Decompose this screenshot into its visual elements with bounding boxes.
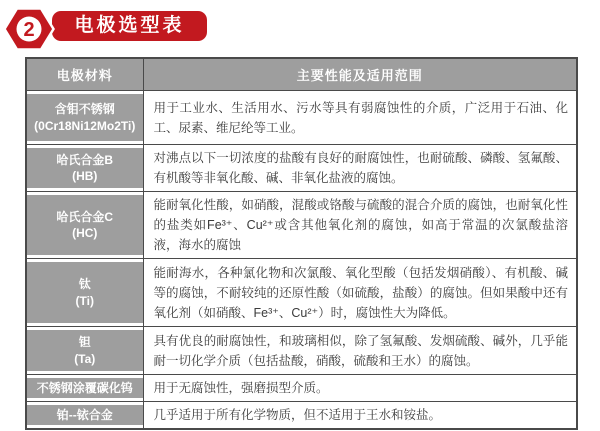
table-row xyxy=(26,91,577,145)
description-cell: 能耐氧化性酸，如硝酸，混酸或铬酸与硫酸的混合介质的腐蚀，也耐氧化性的盐类如Fe³⁺、Cu²⁺或含其他氧化剂的腐蚀，如高于常温的次氯酸盐溶液，海水的腐蚀 xyxy=(143,192,577,259)
material-name: 哈氏合金C xyxy=(56,209,114,224)
description-cell: 具有优良的耐腐蚀性，和玻璃相似，除了氢氟酸、发烟硫酸、碱外，几乎能耐一切化学介质（包括盐酸，硝酸，硫酸和王水）的腐蚀。 xyxy=(143,327,577,375)
table-row xyxy=(26,259,577,327)
material-cell xyxy=(26,259,143,327)
column-header-material: 电极材料 xyxy=(26,58,143,91)
description-cell: 对沸点以下一切浓度的盐酸有良好的耐腐蚀性，也耐硫酸、磷酸、氢氟酸、有机酸等非氧化酸、碱、非氧化盐液的腐蚀。 xyxy=(143,145,577,192)
column-header-performance: 主要性能及适用范围 xyxy=(143,58,577,91)
electrode-table-container xyxy=(25,57,578,430)
description-cell: 几乎适用于所有化学物质，但不适用于王水和铵盐。 xyxy=(143,402,577,430)
material-cell xyxy=(26,145,143,192)
material-formula: (HB) xyxy=(72,169,98,183)
material-cell xyxy=(26,402,143,430)
material-cell xyxy=(26,192,143,259)
material-name: 铂--铱合金 xyxy=(56,407,113,422)
description-cell: 用于工业水、生活用水、污水等具有弱腐蚀性的介质，广泛用于石油、化工、尿素、维尼纶等工业。 xyxy=(143,91,577,145)
material-cell xyxy=(26,91,143,145)
material-name: 钽 xyxy=(78,335,91,350)
description-cell: 用于无腐蚀性，强磨损型介质。 xyxy=(143,375,577,402)
material-formula: (HC) xyxy=(72,226,98,240)
material-name: 钛 xyxy=(78,277,91,292)
material-formula: (0Cr18Ni12Mo2Ti) xyxy=(34,118,136,133)
section-number-badge xyxy=(3,6,55,52)
header-row xyxy=(26,58,577,91)
table-row xyxy=(26,192,577,259)
material-name: 不锈钢涂覆碳化钨 xyxy=(36,380,133,395)
material-formula: (Ta) xyxy=(74,351,96,366)
material-name: 哈氏合金B xyxy=(56,152,114,167)
badge-number: 2 xyxy=(23,19,35,41)
material-formula: (Ti) xyxy=(75,293,94,308)
material-cell xyxy=(26,327,143,375)
description-cell: 能耐海水，各种氯化物和次氯酸、氧化型酸（包括发烟硝酸）、有机酸、碱等的腐蚀，不耐较纯的还原性酸（如硫酸，盐酸）的腐蚀。但如果酸中还有氧化剂（如硝酸、Fe³⁺、Cu²⁺）时，腐蚀性大为降低。 xyxy=(143,259,577,327)
table-row xyxy=(26,375,577,402)
table-row xyxy=(26,145,577,192)
page-title: 电极选型表 xyxy=(52,11,207,41)
table-row xyxy=(26,402,577,430)
material-name: 含钼不锈钢 xyxy=(54,102,115,117)
table-row xyxy=(26,327,577,375)
electrode-selection-table xyxy=(25,57,578,430)
material-cell xyxy=(26,375,143,402)
